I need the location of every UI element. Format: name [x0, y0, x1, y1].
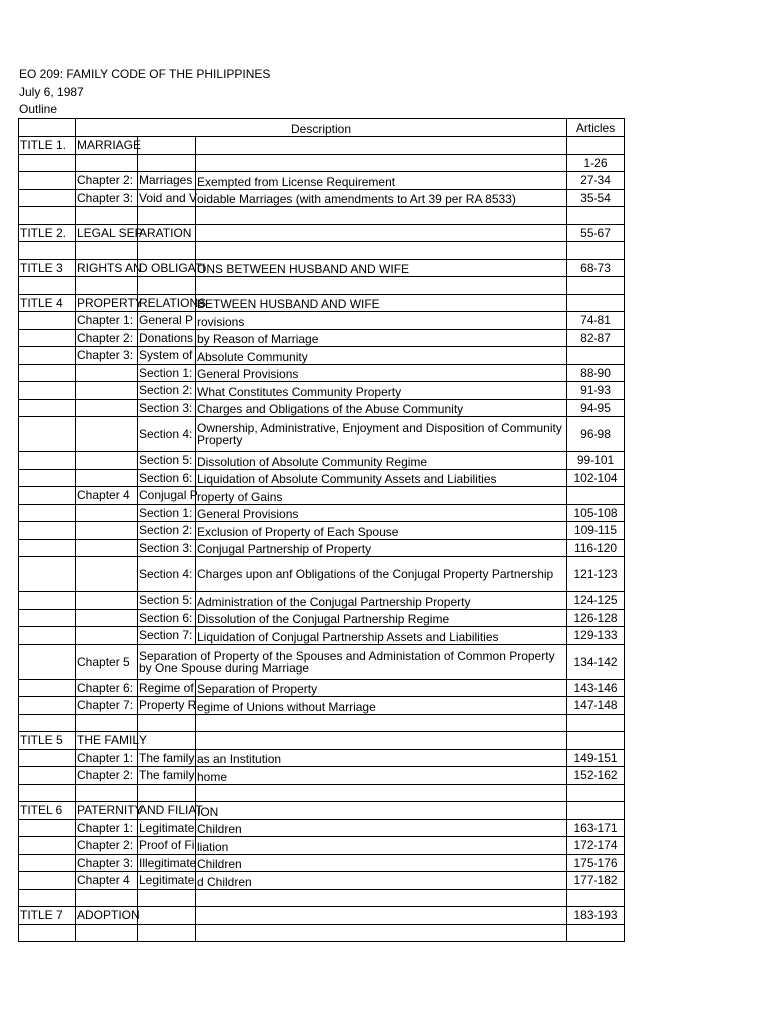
- title-cell: [19, 697, 76, 715]
- section-cell: AND FILIAT: [139, 803, 203, 818]
- title-cell: [19, 889, 76, 907]
- table-row: [19, 732, 625, 750]
- title-cell: TITLE 5: [19, 732, 76, 750]
- title-cell: [19, 924, 76, 942]
- table-row: [19, 452, 625, 470]
- description-cell: [196, 907, 567, 925]
- title-cell: [19, 609, 76, 627]
- section-cell: Section 6:: [138, 609, 196, 627]
- description-cell: by Reason of Marriage: [196, 329, 567, 347]
- description-cell: ONS BETWEEN HUSBAND AND WIFE: [196, 259, 567, 277]
- description-cell: [196, 207, 567, 225]
- description-cell: [196, 154, 567, 172]
- table-header-row: [19, 119, 625, 137]
- outline-table: [18, 118, 625, 942]
- table-row: [19, 522, 625, 540]
- table-row: [19, 679, 625, 697]
- title-cell: TITLE 7: [19, 907, 76, 925]
- title-cell: TITLE 4: [19, 294, 76, 312]
- table-row: [19, 749, 625, 767]
- articles-cell: 55-67: [567, 224, 625, 242]
- description-cell: Charges and Obligations of the Abuse Community: [196, 399, 567, 417]
- table-row: [19, 224, 625, 242]
- chapter-cell: PROPERTY: [77, 295, 143, 310]
- chapter-cell: [76, 592, 138, 610]
- articles-cell: 124-125: [567, 592, 625, 610]
- section-cell: Conjugal P: [139, 488, 198, 503]
- description-cell: Conjugal Partnership of Property: [196, 539, 567, 557]
- table-row: [19, 417, 625, 452]
- description-cell: Charges upon anf Obligations of the Conjugal Property Partnership: [196, 557, 567, 592]
- title-cell: [19, 872, 76, 890]
- table-row: [19, 312, 625, 330]
- section-cell: [138, 207, 196, 225]
- articles-cell: 82-87: [567, 329, 625, 347]
- description-cell: [196, 732, 567, 750]
- document-date: July 6, 1987: [19, 84, 84, 99]
- chapter-cell: [76, 154, 138, 172]
- description-cell: oidable Marriages (with amendments to Art 39 per RA 8533): [196, 189, 567, 207]
- title-cell: [19, 469, 76, 487]
- section-cell: Section 6:: [138, 469, 196, 487]
- section-cell: Section 4:: [138, 557, 196, 592]
- table-row: [19, 172, 625, 190]
- title-cell: [19, 784, 76, 802]
- articles-cell: [567, 924, 625, 942]
- chapter-cell: Chapter 5: [76, 644, 138, 679]
- table-row: [19, 329, 625, 347]
- chapter-cell: [76, 399, 138, 417]
- title-cell: TITEL 6: [19, 802, 76, 820]
- title-cell: [19, 347, 76, 365]
- description-cell: Liquidation of Conjugal Partnership Assets and Liabilities: [196, 627, 567, 645]
- chapter-cell: [76, 242, 138, 260]
- description-cell: Exclusion of Property of Each Spouse: [196, 522, 567, 540]
- header-cell-blank: [19, 119, 76, 137]
- articles-cell: 149-151: [567, 749, 625, 767]
- description-cell: [196, 784, 567, 802]
- chapter-cell: [76, 207, 138, 225]
- section-cell: Property R: [139, 698, 197, 713]
- title-cell: [19, 679, 76, 697]
- description-cell: Children: [196, 819, 567, 837]
- articles-cell: [567, 137, 625, 155]
- section-cell: ARATION: [138, 224, 196, 242]
- chapter-cell: Chapter 4: [76, 487, 138, 505]
- description-cell: Absolute Community: [196, 347, 567, 365]
- section-cell: D OBLIGATI: [139, 260, 206, 275]
- section-cell: General P: [138, 312, 196, 330]
- articles-cell: 68-73: [567, 259, 625, 277]
- description-cell: Dissolution of Absolute Community Regime: [196, 452, 567, 470]
- section-cell: [138, 714, 196, 732]
- table-row: [19, 347, 625, 365]
- title-cell: [19, 714, 76, 732]
- table-row: [19, 592, 625, 610]
- section-cell: [138, 154, 196, 172]
- title-cell: [19, 837, 76, 855]
- section-cell: Donations: [138, 329, 196, 347]
- title-cell: [19, 854, 76, 872]
- table-row: [19, 767, 625, 785]
- chapter-cell: Chapter 4: [76, 872, 138, 890]
- articles-cell: [567, 802, 625, 820]
- description-cell: [196, 277, 567, 295]
- table-row: [19, 242, 625, 260]
- table-row: [19, 907, 625, 925]
- articles-cell: [567, 242, 625, 260]
- articles-cell: [567, 889, 625, 907]
- description-cell: ION: [196, 802, 567, 820]
- section-cell: Section 2:: [138, 382, 196, 400]
- description-cell: Children: [196, 854, 567, 872]
- section-cell: Section 3:: [138, 399, 196, 417]
- articles-cell: 96-98: [567, 417, 625, 452]
- description-cell: General Provisions: [196, 504, 567, 522]
- title-cell: [19, 242, 76, 260]
- title-cell: [19, 627, 76, 645]
- title-cell: [19, 399, 76, 417]
- table-row: [19, 557, 625, 592]
- section-cell: Section 5:: [138, 452, 196, 470]
- articles-cell: 134-142: [567, 644, 625, 679]
- articles-cell: [567, 714, 625, 732]
- description-cell: [196, 714, 567, 732]
- chapter-cell: Chapter 2:: [76, 837, 138, 855]
- chapter-cell: RIGHTS AN: [77, 260, 142, 275]
- description-cell: home: [196, 767, 567, 785]
- articles-cell: 105-108: [567, 504, 625, 522]
- section-cell: Marriages: [138, 172, 196, 190]
- chapter-cell: Chapter 2:: [76, 329, 138, 347]
- section-cell: Section 3:: [138, 539, 196, 557]
- title-cell: TITLE 1.: [19, 137, 76, 155]
- title-cell: [19, 644, 76, 679]
- articles-cell: 94-95: [567, 399, 625, 417]
- articles-cell: [567, 347, 625, 365]
- articles-cell: 116-120: [567, 539, 625, 557]
- chapter-cell: [76, 522, 138, 540]
- table-row: [19, 889, 625, 907]
- articles-cell: [567, 784, 625, 802]
- title-cell: [19, 207, 76, 225]
- chapter-cell: Chapter 1:: [76, 819, 138, 837]
- description-cell: Liquidation of Absolute Community Assets and Liabilities: [196, 469, 567, 487]
- title-cell: [19, 154, 76, 172]
- description-cell: [196, 224, 567, 242]
- articles-cell: 163-171: [567, 819, 625, 837]
- chapter-cell: Chapter 3:: [76, 347, 138, 365]
- title-cell: [19, 172, 76, 190]
- articles-cell: 177-182: [567, 872, 625, 890]
- chapter-cell: LEGAL SEP: [77, 225, 143, 240]
- table-row: [19, 259, 625, 277]
- table-row: [19, 382, 625, 400]
- articles-cell: 143-146: [567, 679, 625, 697]
- table-row: [19, 207, 625, 225]
- description-cell: [196, 924, 567, 942]
- document-title: EO 209: FAMILY CODE OF THE PHILIPPINES: [19, 67, 271, 81]
- table-row: [19, 784, 625, 802]
- articles-cell: [567, 732, 625, 750]
- articles-cell: 129-133: [567, 627, 625, 645]
- articles-cell: 27-34: [567, 172, 625, 190]
- title-cell: [19, 277, 76, 295]
- chapter-cell: [76, 504, 138, 522]
- title-cell: [19, 382, 76, 400]
- table-row: [19, 469, 625, 487]
- title-cell: [19, 539, 76, 557]
- chapter-cell: PATERNITY: [77, 803, 143, 818]
- section-cell: Section 5:: [138, 592, 196, 610]
- articles-cell: 183-193: [567, 907, 625, 925]
- articles-cell: 152-162: [567, 767, 625, 785]
- articles-cell: 102-104: [567, 469, 625, 487]
- description-cell: What Constitutes Community Property: [196, 382, 567, 400]
- title-cell: [19, 819, 76, 837]
- articles-cell: 1-26: [567, 154, 625, 172]
- chapter-cell: Chapter 6:: [76, 679, 138, 697]
- articles-cell: 109-115: [567, 522, 625, 540]
- table-row: [19, 714, 625, 732]
- table-row: [19, 837, 625, 855]
- chapter-cell: [76, 714, 138, 732]
- articles-cell: 35-54: [567, 189, 625, 207]
- section-cell: [138, 907, 196, 925]
- chapter-cell: Chapter 7:: [76, 697, 138, 715]
- chapter-cell: [76, 924, 138, 942]
- chapter-cell: Chapter 3:: [76, 854, 138, 872]
- table-row: [19, 609, 625, 627]
- chapter-cell: THE FAMIL: [77, 733, 140, 748]
- chapter-cell: Chapter 1:: [76, 749, 138, 767]
- section-cell: [138, 784, 196, 802]
- section-cell: Legitimate: [139, 820, 195, 835]
- chapter-cell: [76, 417, 138, 452]
- articles-cell: 147-148: [567, 697, 625, 715]
- articles-cell: [567, 277, 625, 295]
- chapter-cell: [76, 784, 138, 802]
- chapter-cell: Chapter 2:: [76, 767, 138, 785]
- description-cell: Separation of Property of the Spouses and Administation of Common Property by One Spouse during Marriage: [138, 644, 567, 679]
- title-cell: [19, 189, 76, 207]
- table-row: [19, 277, 625, 295]
- table-row: [19, 539, 625, 557]
- description-cell: Separation of Property: [196, 679, 567, 697]
- section-cell: Section 1:: [138, 504, 196, 522]
- table-row: [19, 644, 625, 679]
- table-row: [19, 137, 625, 155]
- chapter-cell: [76, 364, 138, 382]
- chapter-cell: [76, 557, 138, 592]
- title-cell: [19, 417, 76, 452]
- section-cell: Section 1:: [138, 364, 196, 382]
- section-cell: Void and V: [139, 190, 198, 205]
- title-cell: [19, 749, 76, 767]
- title-cell: [19, 312, 76, 330]
- title-cell: TITLE 3: [19, 259, 76, 277]
- section-cell: [138, 277, 196, 295]
- title-cell: TITLE 2.: [19, 224, 76, 242]
- section-cell: [138, 137, 196, 155]
- table-row: [19, 294, 625, 312]
- chapter-cell: [76, 889, 138, 907]
- section-cell: Illegitimate: [139, 855, 197, 870]
- table-row: [19, 872, 625, 890]
- chapter-cell: [76, 469, 138, 487]
- description-cell: Ownership, Administrative, Enjoyment and Disposition of Community Property: [196, 417, 567, 452]
- table-row: [19, 854, 625, 872]
- description-cell: liation: [196, 837, 567, 855]
- title-cell: [19, 767, 76, 785]
- table-row: [19, 487, 625, 505]
- section-cell: Y: [138, 732, 196, 750]
- document-header: [19, 66, 270, 119]
- section-cell: Section 2:: [138, 522, 196, 540]
- chapter-cell: Chapter 3:: [76, 189, 138, 207]
- articles-cell: 74-81: [567, 312, 625, 330]
- articles-cell: 175-176: [567, 854, 625, 872]
- description-cell: d Children: [196, 872, 567, 890]
- title-cell: [19, 557, 76, 592]
- articles-cell: 126-128: [567, 609, 625, 627]
- section-cell: Section 7:: [138, 627, 196, 645]
- title-cell: [19, 487, 76, 505]
- table-row: [19, 802, 625, 820]
- column-header-articles: Articles: [567, 119, 625, 137]
- description-cell: BETWEEN HUSBAND AND WIFE: [196, 294, 567, 312]
- table-row: [19, 627, 625, 645]
- chapter-cell: [76, 452, 138, 470]
- section-cell: Proof of Fi: [139, 838, 195, 853]
- description-cell: roperty of Gains: [196, 487, 567, 505]
- section-cell: Legitimate: [139, 873, 195, 888]
- description-cell: [196, 889, 567, 907]
- section-cell: Section 4:: [138, 417, 196, 452]
- section-cell: [138, 924, 196, 942]
- description-cell: Dissolution of the Conjugal Partnership Regime: [196, 609, 567, 627]
- title-cell: [19, 592, 76, 610]
- section-cell: RELATIONS: [139, 295, 207, 310]
- section-cell: [138, 242, 196, 260]
- section-cell: Regime of: [139, 680, 194, 695]
- articles-cell: [567, 294, 625, 312]
- description-cell: egime of Unions without Marriage: [196, 697, 567, 715]
- articles-cell: 91-93: [567, 382, 625, 400]
- articles-cell: 172-174: [567, 837, 625, 855]
- description-cell: rovisions: [196, 312, 567, 330]
- description-cell: Exempted from License Requirement: [196, 172, 567, 190]
- table-row: [19, 399, 625, 417]
- description-cell: Administration of the Conjugal Partnership Property: [196, 592, 567, 610]
- table-row: [19, 364, 625, 382]
- section-cell: The family: [139, 750, 195, 765]
- description-cell: as an Institution: [196, 749, 567, 767]
- table-row: [19, 154, 625, 172]
- articles-cell: 88-90: [567, 364, 625, 382]
- column-header-description: Description: [76, 119, 567, 137]
- document-subtitle: Outline: [19, 102, 58, 116]
- chapter-cell: [76, 609, 138, 627]
- section-cell: [138, 889, 196, 907]
- articles-cell: 99-101: [567, 452, 625, 470]
- chapter-cell: [76, 382, 138, 400]
- table-row: [19, 504, 625, 522]
- description-cell: [196, 137, 567, 155]
- title-cell: [19, 452, 76, 470]
- articles-cell: [567, 207, 625, 225]
- chapter-cell: Chapter 2:: [76, 172, 138, 190]
- chapter-cell: ADOPTION: [77, 908, 140, 923]
- title-cell: [19, 504, 76, 522]
- title-cell: [19, 329, 76, 347]
- section-cell: The family: [139, 768, 195, 783]
- articles-cell: [567, 487, 625, 505]
- chapter-cell: [76, 539, 138, 557]
- chapter-cell: MARRIAGE: [77, 138, 142, 153]
- section-cell: System of: [138, 347, 196, 365]
- description-cell: [196, 242, 567, 260]
- title-cell: [19, 522, 76, 540]
- table-row: [19, 189, 625, 207]
- table-row: [19, 697, 625, 715]
- description-cell: General Provisions: [196, 364, 567, 382]
- table-row: [19, 924, 625, 942]
- table-row: [19, 819, 625, 837]
- articles-cell: 121-123: [567, 557, 625, 592]
- chapter-cell: [76, 277, 138, 295]
- chapter-cell: [76, 627, 138, 645]
- chapter-cell: Chapter 1:: [76, 312, 138, 330]
- title-cell: [19, 364, 76, 382]
